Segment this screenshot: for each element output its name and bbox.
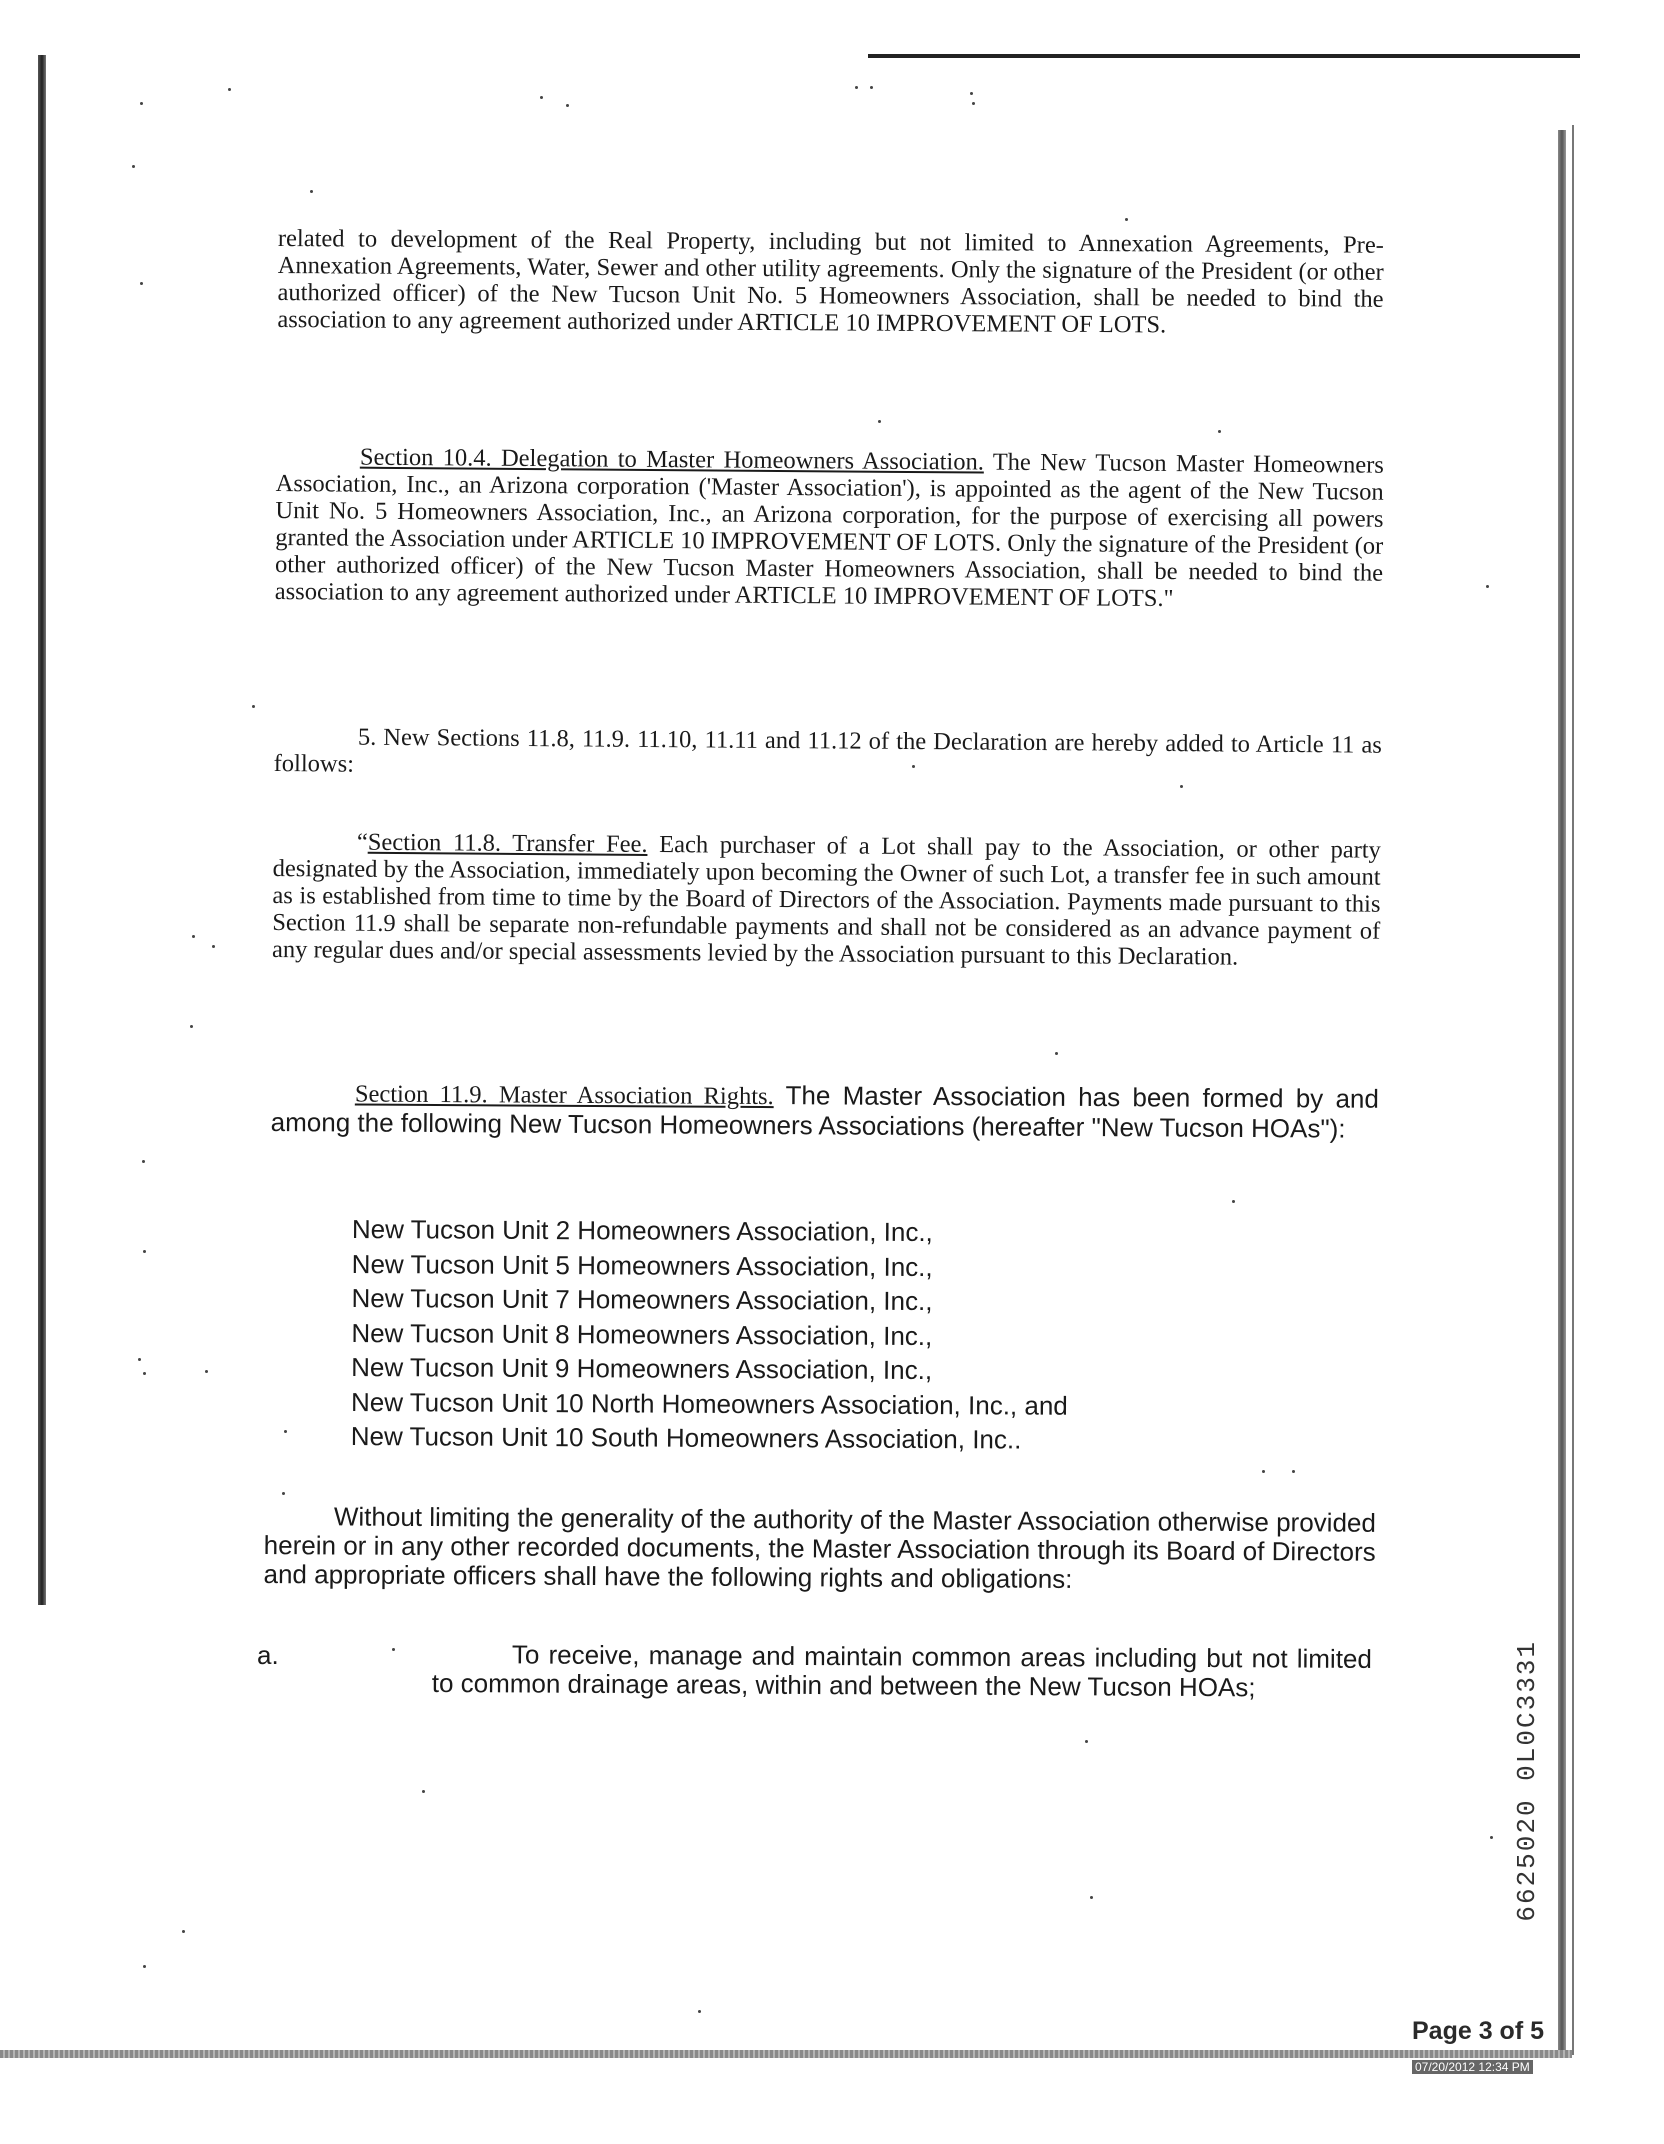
scan-edge-right-line [1572, 125, 1574, 2055]
scan-speck [1490, 1836, 1493, 1839]
scan-speck [140, 282, 143, 285]
section-11-8-heading: Section 11.8. Transfer Fee. [367, 828, 648, 858]
scan-speck [228, 88, 231, 91]
scan-speck [252, 705, 255, 708]
section-11-8-body: Each purchaser of a Lot shall pay to the Association, or other party designated by the Association, immediately upon becoming the Owner of such Lot, a transfer fee in such amount as is established from time to time by the Board of Directors of the Association. Payments made pursuant to this Section 11.9 shall be separate non-refundable payments and shall not be considered as an advance payment of any regular dues and/or special assessments levied by the Association pursuant to this Declaration. [271, 830, 1381, 971]
hoa-list-item: New Tucson Unit 9 Homeowners Association, Inc., [351, 1351, 933, 1386]
scan-speck [698, 2010, 701, 2013]
scan-speck [182, 1930, 185, 1933]
scan-edge-bottom [0, 2050, 1572, 2058]
authority-paragraph [263, 1502, 1376, 1596]
scan-speck [970, 92, 973, 95]
section-11-9-heading: Section 11.9. Master Association Rights. [354, 1080, 774, 1111]
authority-text: Without limiting the generality of the authority of the Master Association otherwise provided herein or in any other recorded documents, the Master Association through its Board of Directors and appropriate officers shall have the following rights and obligations: [263, 1501, 1376, 1594]
scan-speck [143, 1250, 146, 1253]
section-11-9-paragraph [271, 1077, 1379, 1144]
continuation-paragraph: related to development of the Real Property, including but not limited to Annexation Agreements, Pre-Annexation Agreements, Water, Sewer and other utility agreements. Only the signature of the President (or other authorized officer) of the New Tucson Unit No. 5 Homeowners Association, shall be needed to bind the association to any agreement authorized under ARTICLE 10 IMPROVEMENT OF LOTS. [277, 225, 1384, 339]
section-11-9-body: The Master Association has been formed by and among the following New Tucson Homeowners Associations (hereafter "New Tucson HOAs"): [270, 1080, 1379, 1144]
section-10-4-paragraph [275, 443, 1384, 614]
scan-speck [284, 1430, 287, 1433]
hoa-list [351, 1212, 1069, 1457]
paragraph-indent [274, 744, 358, 745]
item-5-paragraph [274, 723, 1382, 786]
scan-speck [1218, 430, 1221, 433]
scan-speck [855, 86, 858, 89]
recording-stamp [1512, 1640, 1542, 1922]
section-11-8-paragraph [272, 828, 1381, 972]
scan-edge-right [1558, 130, 1566, 2050]
scan-speck [310, 190, 313, 193]
scan-speck [972, 102, 975, 105]
hoa-list-item: New Tucson Unit 7 Homeowners Association, Inc., [351, 1282, 933, 1317]
page-number: Page 3 of 5 [1412, 2017, 1544, 2045]
section-10-4-body: The New Tucson Master Homeowners Association, Inc., an Arizona corporation ('Master Association'), is appointed as the agent of the New Tucson Unit No. 5 Homeowners Association, Inc., an Arizona corporation, for the purpose of exercising all powers granted the Association under ARTICLE 10 IMPROVEMENT OF LOTS. Only the signature of the President (or other authorized officer) of the New Tucson Master Homeowners Association, shall be needed to bind the association to any agreement authorized under ARTICLE 10 IMPROVEMENT OF LOTS." [274, 448, 1384, 613]
scan-speck [1180, 785, 1183, 788]
item-a-marker: a. [257, 1640, 279, 1670]
scan-speck [212, 945, 215, 948]
hoa-list-item: New Tucson Unit 10 South Homeowners Association, Inc.. [350, 1420, 1022, 1455]
scan-speck [1292, 1470, 1295, 1473]
scan-speck [1125, 218, 1128, 221]
item-a-paragraph [432, 1640, 1372, 1703]
paragraph-indent [276, 464, 360, 465]
scan-speck [1486, 585, 1489, 588]
scan-speck [192, 935, 195, 938]
hoa-list-item: New Tucson Unit 5 Homeowners Association, Inc., [351, 1248, 933, 1282]
scan-speck [1090, 1896, 1093, 1899]
section-10-4-heading: Section 10.4. Delegation to Master Homeowners Association. [359, 443, 985, 476]
scan-edge-top [868, 54, 1580, 58]
scan-speck [1232, 1200, 1235, 1203]
scan-speck [422, 1790, 425, 1793]
open-quote: “ [356, 828, 368, 856]
scan-speck [1262, 1470, 1265, 1473]
scan-speck [190, 1025, 193, 1028]
scan-speck [282, 1492, 285, 1495]
scan-speck [540, 96, 543, 99]
item-5-text: 5. New Sections 11.8, 11.9. 11.10, 11.11 and 11.12 of the Declaration are hereby added to Article 11 as follows: [273, 723, 1382, 778]
hoa-list-item: New Tucson Unit 10 North Homeowners Association, Inc., and [350, 1386, 1068, 1421]
scan-speck [1055, 1052, 1058, 1055]
scan-speck [132, 165, 135, 168]
scan-edge-left [38, 55, 46, 1605]
scan-speck [205, 1370, 208, 1373]
scan-speck [140, 102, 143, 105]
recording-stamp-text: 6625020 0L0C3331 [1512, 1640, 1542, 1922]
item-a-text: To receive, manage and maintain common areas including but not limited to common drainage areas, within and between the New Tucson HOAs; [431, 1639, 1372, 1703]
scan-speck [392, 1648, 395, 1651]
scan-speck [1085, 1740, 1088, 1743]
hoa-list-item: New Tucson Unit 2 Homeowners Association, Inc., [351, 1214, 933, 1248]
scan-speck [143, 1372, 146, 1375]
fax-timestamp: 07/20/2012 12:34 PM [1412, 2060, 1533, 2074]
scan-speck [138, 1358, 141, 1361]
scan-speck [870, 86, 873, 89]
scan-speck [143, 1965, 146, 1968]
paragraph-indent [273, 849, 357, 850]
scan-speck [142, 1160, 145, 1163]
scan-speck [566, 104, 569, 107]
paragraph-indent [271, 1101, 355, 1102]
hoa-list-item: New Tucson Unit 8 Homeowners Association, Inc., [351, 1317, 933, 1351]
scan-speck [878, 420, 881, 423]
